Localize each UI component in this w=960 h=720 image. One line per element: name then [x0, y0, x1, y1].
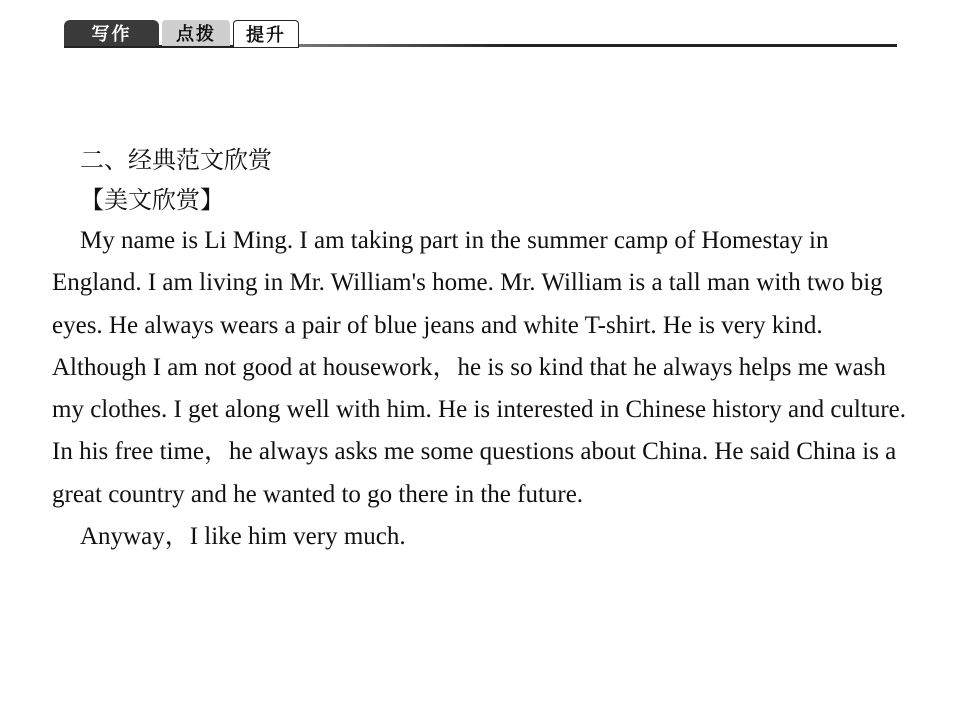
essay-paragraph-2: Anyway，I like him very much.	[80, 523, 406, 551]
tab-writing[interactable]: 写作	[64, 20, 159, 46]
header-tab-bar	[64, 20, 898, 48]
tab-guidance[interactable]: 点拨	[162, 20, 230, 46]
main-content	[52, 140, 912, 558]
subsection-title: 【美文欣赏】	[80, 186, 224, 214]
tab-improvement[interactable]: 提升	[233, 20, 299, 47]
essay-paragraph-1: My name is Li Ming. I am taking part in the summer camp of Homestay in England. I am living in Mr. William's home. Mr. William is a tall man with two big eyes. He always wears a pair of blue jeans and white T-shirt. He is very kind. Although I am not good at housework，he is so kind that he always helps me wash my clothes. I get along well with him. He is interested in Chinese history and culture. In his free time，he always asks me some questions about China. He said China is a great country and he wanted to go there in the future.	[52, 227, 906, 508]
section-title: 二、经典范文欣赏	[80, 146, 272, 174]
header-rule	[299, 44, 897, 47]
